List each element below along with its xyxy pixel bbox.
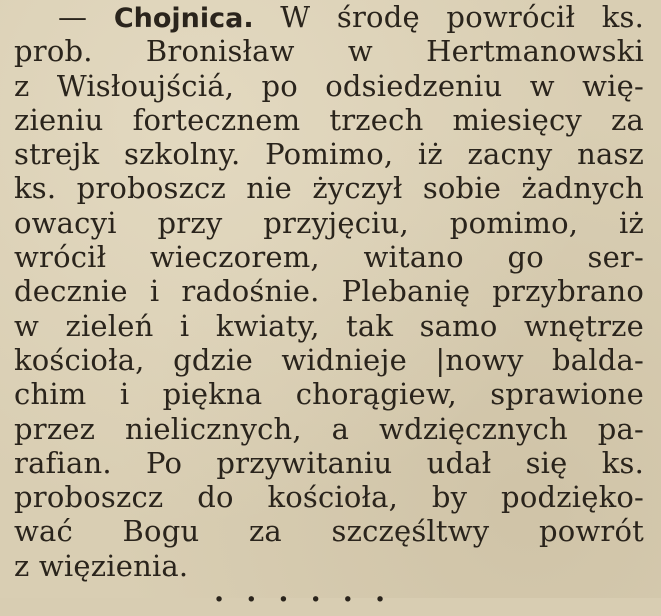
article-line-3: z Wisłoujściá, po odsiedzeniu w wię- <box>14 68 644 103</box>
article-line-7: owacyi przy przyjęciu, pomimo, iż <box>14 205 644 240</box>
news-article <box>14 0 644 583</box>
article-line-14: rafian. Po przywitaniu udał się ks. <box>14 445 644 480</box>
article-line-10: w zieleń i kwiaty, tak samo wnętrze <box>14 308 644 343</box>
next-heading-cutoff: · · · · · · <box>214 582 392 616</box>
article-line-2: prob. Bronisław w Hertmanowski <box>14 34 644 69</box>
article-line-11: kościoła, gdzie widnieje |nowy balda- <box>14 342 644 377</box>
article-line-1-text: W środę powrócił ks. <box>280 0 645 34</box>
article-line-16: wać Bogu za szczęśltwy powrót <box>14 514 644 549</box>
article-line-15: proboszcz do kościoła, by podzięko- <box>14 480 644 515</box>
article-line-13: przez nielicznych, a wdzięcznych pa- <box>14 411 644 446</box>
article-line-1 <box>14 0 644 34</box>
article-line-17: z więzienia. <box>14 548 189 583</box>
article-line-12: chim i piękna chorągiew, sprawione <box>14 377 644 412</box>
article-line-9: decznie i radośnie. Plebanię przybrano <box>14 274 644 309</box>
dateline-town: Chojnica. <box>113 3 254 34</box>
article-line-6: ks. proboszcz nie życzył sobie żadnych <box>14 171 644 206</box>
em-dash: — <box>58 0 88 34</box>
article-line-5: strejk szkolny. Pomimo, iż zacny nasz <box>14 137 644 172</box>
article-line-8: wrócił wieczorem, witano go ser- <box>14 240 644 275</box>
article-line-4: zieniu fortecznem trzech miesięcy za <box>14 102 644 137</box>
